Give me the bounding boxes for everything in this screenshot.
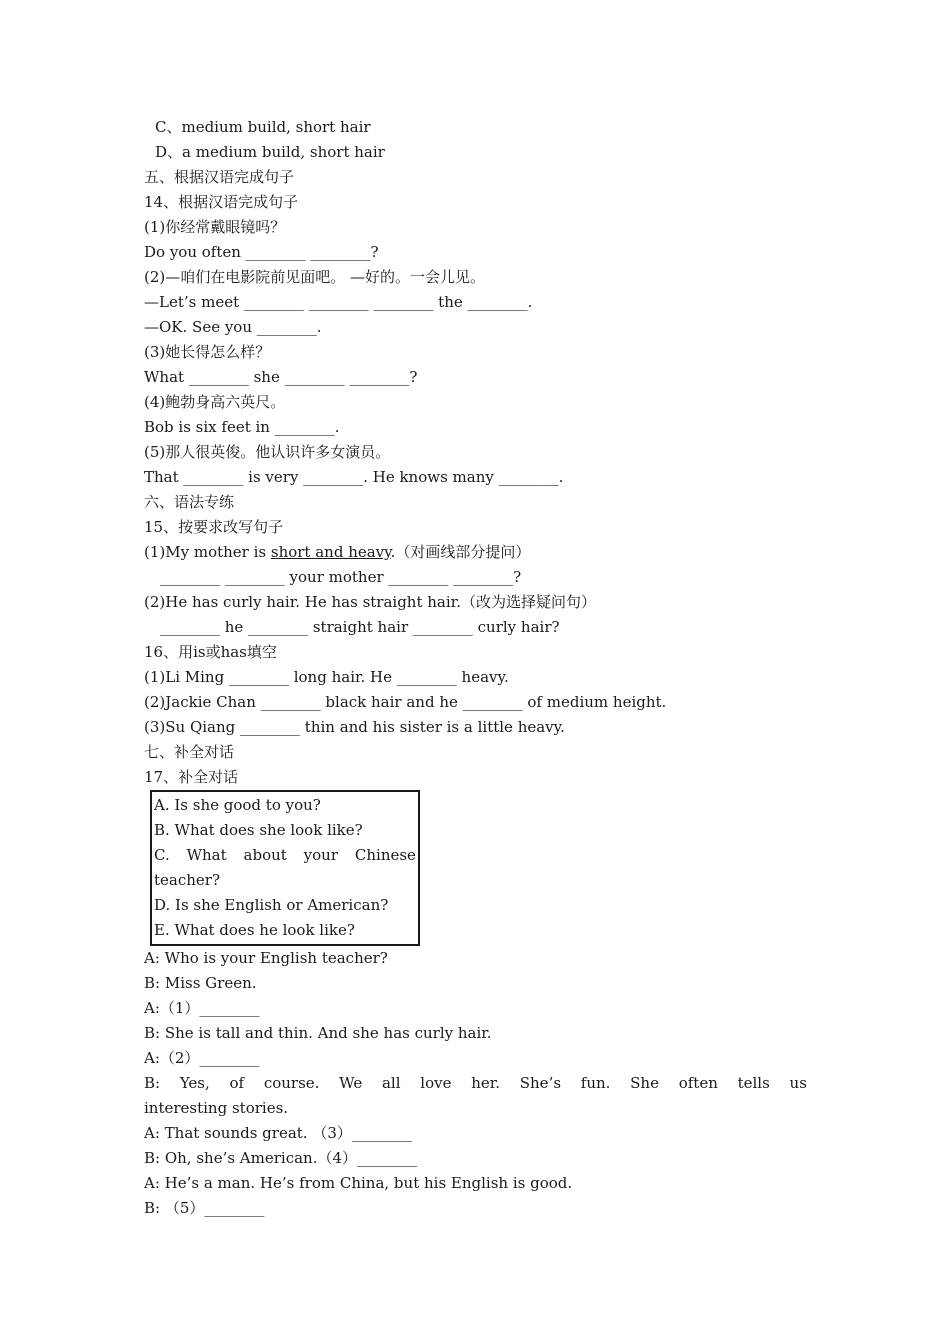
dialogue-word: of	[229, 1074, 245, 1092]
q15-item-2-answer: ________ he ________ straight hair ________ curly hair?	[160, 618, 560, 636]
section-5-heading: 五、根据汉语完成句子	[144, 168, 295, 186]
q16-line: (1)Li Ming ________ long hair. He ________ heavy.	[144, 668, 509, 686]
dialogue-line: A: He’s a man. He’s from China, but his English is good.	[144, 1174, 573, 1192]
q16-line: (2)Jackie Chan ________ black hair and he ________ of medium height.	[144, 693, 667, 711]
dialogue-line: A:（1）________	[144, 999, 260, 1017]
section-6-heading: 六、语法专练	[144, 493, 235, 511]
dialogue-word: She’s	[519, 1074, 562, 1092]
q15-item-2: (2)He has curly hair. He has straight hair.（改为选择疑问句）	[144, 593, 596, 611]
q14-line: Bob is six feet in ________.	[144, 418, 340, 436]
dialogue-word: Yes,	[179, 1074, 210, 1092]
dialogue-word: course.	[263, 1074, 320, 1092]
q14-line: That ________ is very ________. He knows many ________.	[144, 468, 564, 486]
dialogue-word: often	[678, 1074, 718, 1092]
question-17-title: 17、补全对话	[144, 768, 239, 786]
dialogue-line: B: （5）________	[144, 1199, 265, 1217]
dialogue-line: B: Miss Green.	[144, 974, 257, 992]
q14-line: (5)那人很英俊。他认识许多女演员。	[144, 443, 391, 461]
dialogue-line-long	[144, 1071, 807, 1096]
q14-line: What ________ she ________ ________?	[144, 368, 418, 386]
section-7-heading: 七、补全对话	[144, 743, 235, 761]
q14-line: —OK. See you ________.	[144, 318, 322, 336]
worksheet-page	[144, 115, 824, 1221]
box-option-c-word: your	[303, 846, 339, 864]
dialogue-word: her.	[471, 1074, 501, 1092]
question-14-title: 14、根据汉语完成句子	[144, 193, 299, 211]
box-option-e: E. What does he look like?	[154, 921, 355, 939]
dialogue-line: A: That sounds great. （3）________	[144, 1124, 412, 1142]
dialogue-line: A: Who is your English teacher?	[144, 949, 388, 967]
box-option-c-word: Chinese	[354, 846, 416, 864]
question-16-title: 16、用is或has填空	[144, 643, 277, 661]
box-option-b: B. What does she look like?	[154, 821, 363, 839]
box-option-c	[154, 843, 418, 868]
option-d: D、a medium build, short hair	[155, 143, 385, 161]
dialogue-line: B: She is tall and thin. And she has curly hair.	[144, 1024, 492, 1042]
box-option-c-word: C.	[154, 846, 170, 864]
q14-line: (4)鲍勃身高六英尺。	[144, 393, 286, 411]
q14-line: (2)—咱们在电影院前见面吧。 —好的。一会儿见。	[144, 268, 486, 286]
box-option-c-cont: teacher?	[154, 871, 220, 889]
q14-line: (3)她长得怎么样？	[144, 343, 271, 361]
dialogue-line: A:（2）________	[144, 1049, 260, 1067]
q15-item-1-prefix: (1)My mother is	[144, 543, 271, 561]
q16-line: (3)Su Qiang ________ thin and his sister is a little heavy.	[144, 718, 565, 736]
dialogue-line: B: Oh, she’s American.（4）________	[144, 1149, 418, 1167]
dialogue-word: fun.	[580, 1074, 611, 1092]
q14-line: Do you often ________ ________?	[144, 243, 379, 261]
dialogue-word: love	[420, 1074, 452, 1092]
q14-line: —Let’s meet ________ ________ ________ the ________.	[144, 293, 533, 311]
options-box	[150, 790, 420, 946]
dialogue-word: We	[339, 1074, 363, 1092]
option-c: C、medium build, short hair	[155, 118, 371, 136]
q15-underlined-phrase: short and heavy	[270, 543, 391, 561]
q14-line: (1)你经常戴眼镜吗？	[144, 218, 286, 236]
q15-item-1	[144, 540, 824, 565]
q15-item-1-suffix: .（对画线部分提问）	[390, 543, 531, 561]
box-option-a: A. Is she good to you?	[154, 796, 321, 814]
q15-item-1-answer: ________ ________ your mother ________ ________?	[160, 568, 522, 586]
dialogue-word: tells	[737, 1074, 770, 1092]
question-15-title: 15、按要求改写句子	[144, 518, 284, 536]
dialogue-line-cont: interesting stories.	[144, 1099, 289, 1117]
box-option-c-word: What	[186, 846, 227, 864]
dialogue-word: She	[630, 1074, 659, 1092]
dialogue-word: us	[789, 1074, 807, 1092]
dialogue-word: all	[381, 1074, 401, 1092]
box-option-d: D. Is she English or American?	[154, 896, 389, 914]
dialogue-word: B:	[144, 1074, 161, 1092]
box-option-c-word: about	[243, 846, 287, 864]
